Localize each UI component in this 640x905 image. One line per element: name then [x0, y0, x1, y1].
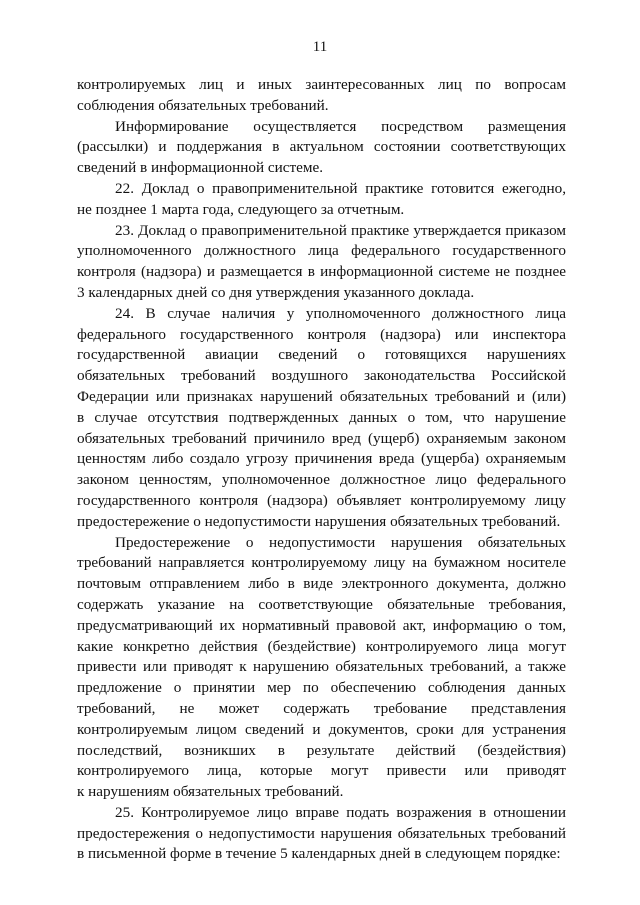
text-line: не позднее 1 марта года, следующего за отчетным. — [77, 200, 405, 218]
text-line: почтовым отправлением либо в виде электронного документа, должно — [77, 575, 566, 593]
text-line: государственного контроля (надзора) объявляет контролируемому лицу — [77, 491, 566, 509]
text-line: предусматривающий их нормативный правовой акт, информацию о том, — [77, 616, 566, 634]
text-line: Информирование осуществляется посредством размещения — [115, 117, 566, 135]
text-line: ценностям либо создало угрозу причинения вреда (ущерба) охраняемым — [77, 450, 566, 468]
text-line: какие конкретно действия (бездействие) контролируемого лица могут — [77, 637, 566, 655]
text-line: предостережения о недопустимости нарушения обязательных требований — [77, 824, 566, 842]
text-line: последствий, возникших в результате действий (бездействия) — [77, 741, 566, 759]
text-line: (рассылки) и поддержания в актуальном состоянии соответствующих — [77, 138, 566, 156]
text-line: 22. Доклад о правоприменительной практике готовится ежегодно, — [115, 179, 566, 197]
text-line: федерального государственного контроля (надзора) или инспектора — [77, 325, 566, 343]
text-line: обязательных требований воздушного законодательства Российской — [77, 367, 566, 385]
text-line: в случае отсутствия подтвержденных данных о том, что нарушение — [77, 408, 566, 426]
text-line: законом ценностям, уполномоченное должностное лицо федерального — [77, 471, 566, 489]
text-line: в письменной форме в течение 5 календарных дней в следующем порядке: — [77, 845, 561, 863]
text-line: требований направляется контролируемому лицу на бумажном носителе — [77, 554, 566, 572]
text-line: Федерации или признаках нарушений обязательных требований и (или) — [77, 387, 566, 405]
text-line: контролируемых лиц и иных заинтересованных лиц по вопросам — [77, 76, 566, 93]
text-line: контролируемым лицом сведений и документов, сроки для устранения — [77, 720, 566, 738]
text-line: сведений в информационной системе. — [77, 159, 324, 177]
text-line: Предостережение о недопустимости нарушения обязательных — [115, 533, 566, 551]
text-line: содержать указание на соответствующие обязательные требования, — [77, 595, 566, 613]
text-line: требований, не может содержать требование представления — [77, 699, 566, 717]
document-body — [77, 75, 566, 865]
text-line: государственной авиации сведений о готовящихся нарушениях — [77, 346, 566, 364]
text-line: привести или приводят к нарушению обязательных требований, а также — [77, 658, 566, 676]
text-line: 24. В случае наличия у уполномоченного должностного лица — [115, 304, 566, 322]
text-line: 3 календарных дней со дня утверждения указанного доклада. — [77, 283, 475, 301]
text-line: 25. Контролируемое лицо вправе подать возражения в отношении — [115, 803, 566, 821]
text-line: контроля (надзора) и размещается в информационной системе не позднее — [77, 263, 566, 281]
text-line: предостережение о недопустимости нарушения обязательных требований. — [77, 512, 561, 530]
text-line: предложение о принятии мер по обеспечению соблюдения данных — [77, 679, 566, 697]
text-line: к нарушениям обязательных требований. — [77, 783, 344, 801]
text-line: уполномоченного должностного лица федерального государственного — [77, 242, 566, 260]
text-line: обязательных требований причинило вред (ущерб) охраняемым законом — [77, 429, 566, 447]
text-line: контролируемого лица, которые могут привести или приводят — [77, 762, 566, 780]
text-line: соблюдения обязательных требований. — [77, 96, 329, 114]
text-line: 23. Доклад о правоприменительной практике утверждается приказом — [115, 221, 566, 239]
page-number: 11 — [312, 39, 328, 55]
